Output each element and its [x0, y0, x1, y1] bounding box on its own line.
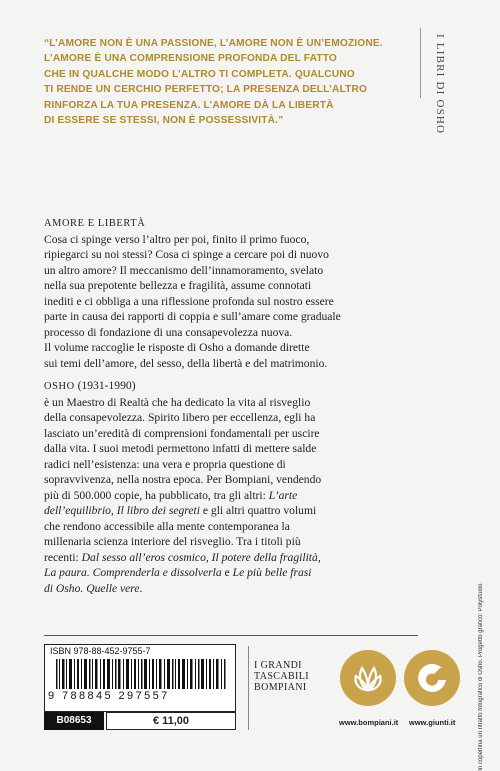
body-line: processo di fondazione di una consapevolezza nuova.	[44, 325, 293, 339]
bompiani-url[interactable]: www.bompiani.it	[339, 718, 399, 727]
product-code: B08653	[44, 712, 104, 730]
author-years: (1931-1990)	[74, 379, 136, 392]
body-line: ripiegarci su noi stessi? Cosa ci spinge a cercare poi di nuovo	[44, 248, 329, 261]
footer-divider	[44, 635, 418, 636]
giunti-spiral-icon	[404, 650, 460, 706]
body-line	[44, 488, 424, 504]
barcode-icon	[56, 659, 226, 689]
body-line: Cosa ci spinge verso l’altro per poi, finito il primo fuoco,	[44, 232, 310, 246]
body-line: millenaria scienza interiore del risveglio. Tra i titoli più	[44, 535, 301, 548]
bompiani-flower-icon	[340, 650, 396, 706]
body-line: inediti e ci obbliga a una riflessione profonda sul nostro essere	[44, 294, 334, 308]
body-text: .	[139, 581, 143, 595]
quote-line: L’AMORE È UNA COMPRENSIONE PROFONDA DEL FATTO	[44, 53, 337, 65]
body-line	[44, 565, 424, 581]
cover-credit: In copertina un ritratto fotografico di Osho. Progetto grafico: Polystudio.	[478, 582, 484, 771]
body-text: e	[221, 566, 233, 579]
series-title: I LIBRI DI OSHO	[434, 34, 446, 135]
body-line: nella sua prepotente bellezza e fragilità, assume connotati	[44, 279, 312, 292]
book-title: Dal sesso all’eros cosmico, Il potere della fragilità,	[81, 550, 321, 564]
imprint-line: I GRANDI	[254, 660, 302, 671]
barcode-digits: 9 788845 297557	[48, 690, 170, 702]
body-line: radici nell’esistenza: una vera e propria questione di	[44, 457, 286, 471]
price-label: € 11,00	[106, 712, 236, 730]
isbn-label: ISBN 978-88-452-9755-7	[50, 646, 151, 656]
body-line: dalla vita. I suoi metodi permettono infatti di mettere salde	[44, 442, 317, 455]
body-line: che rendono accessibile alla mente contemporanea la	[44, 519, 290, 533]
book-title: Le più belle frasi	[232, 566, 312, 579]
body-text: più di 500.000 copie, ha pubblicato, tra gli altri:	[44, 488, 269, 502]
quote-line: CHE IN QUALCHE MODO L’ALTRO TI COMPLETA. QUALCUNO	[44, 68, 355, 80]
series-divider	[420, 28, 421, 98]
bio-heading-line	[44, 378, 424, 395]
body-line: un altro amore? Il meccanismo dell’innamoramento, svelato	[44, 263, 324, 277]
imprint-line: TASCABILI	[254, 671, 310, 682]
quote-line: DI ESSERE SE STESSI, NON È POSSESSIVITÀ.”	[44, 115, 284, 127]
body-line: Il volume raccoglie le risposte di Osho a domande dirette	[44, 341, 310, 354]
author-bio	[44, 378, 424, 596]
imprint-series-logo	[254, 660, 314, 693]
quote-line: “L’AMORE NON È UNA PASSIONE, L’AMORE NON È UN’EMOZIONE.	[44, 38, 383, 49]
book-title: di Osho. Quelle vere	[44, 581, 140, 595]
body-text: e gli altri quattro volumi	[199, 504, 317, 517]
body-line	[44, 550, 424, 566]
body-line: è un Maestro di Realtà che ha dedicato la vita al risveglio	[44, 395, 311, 409]
back-cover-quote	[44, 36, 390, 128]
body-line: sui temi dell’amore, del sesso, della libertà e del matrimonio.	[44, 356, 328, 370]
book-description	[44, 216, 424, 371]
body-line	[44, 503, 424, 519]
imprint-divider	[248, 646, 249, 730]
body-line: sopravvivenza, nella nostra epoca. Per Bompiani, vendendo	[44, 473, 322, 486]
book-title: dell’equilibrio, Il libro dei segreti	[44, 504, 200, 517]
body-text: recenti:	[44, 550, 82, 564]
body-line: lasciato un’eredità di comprensioni fondamentali per uscire	[44, 426, 320, 440]
book-title: La paura. Comprenderla e dissolverla	[44, 566, 222, 579]
author-heading: OSHO	[44, 381, 75, 392]
body-line: parte in causa dei rapporti di coppia e sull’amare come graduale	[44, 310, 341, 323]
quote-line: RINFORZA LA TUA PRESENZA. L’AMORE DÀ LA LIBERTÀ	[44, 99, 334, 111]
giunti-url[interactable]: www.giunti.it	[409, 718, 456, 727]
book-title: L’arte	[268, 488, 298, 502]
imprint-line: BOMPIANI	[254, 682, 307, 693]
body-line	[44, 581, 424, 597]
section-heading: AMORE E LIBERTÀ	[44, 218, 146, 229]
quote-line: TI RENDE UN CERCHIO PERFETTO; LA PRESENZA DELL’ALTRO	[44, 84, 368, 96]
body-line: della consapevolezza. Spirito libero per eccellenza, egli ha	[44, 411, 316, 424]
